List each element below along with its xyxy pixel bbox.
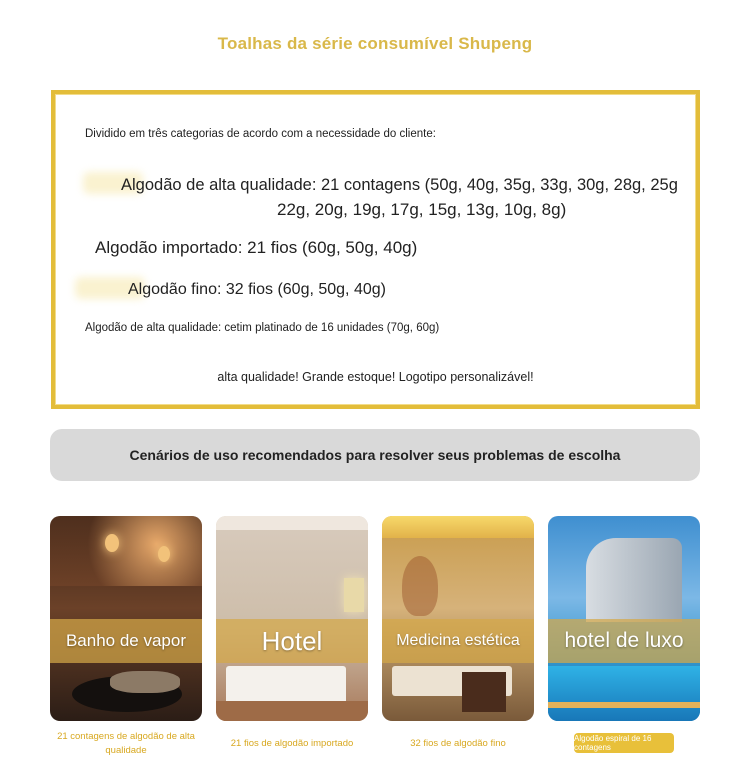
scenario-card-steam-bath[interactable] <box>50 516 202 721</box>
lantern-icon <box>158 546 170 562</box>
ceiling-shape <box>216 516 368 530</box>
cotton-imported-line: Algodão importado: 21 fios (60g, 50g, 40g) <box>95 238 418 257</box>
card-caption: 21 fios de algodão importado <box>230 738 354 749</box>
card-label: Hotel <box>216 619 368 663</box>
lantern-icon <box>105 534 119 552</box>
scene-background <box>50 516 202 586</box>
quality-slogan: alta qualidade! Grande estoque! Logotipo personalizável! <box>217 370 534 384</box>
card-label: hotel de luxo <box>548 619 700 663</box>
towel-shape <box>462 672 506 712</box>
blanket-shape <box>110 671 180 693</box>
info-box <box>51 90 700 409</box>
scenario-card-hotel[interactable] <box>216 516 368 721</box>
lamp-icon <box>344 578 364 612</box>
cotton-satin-line: Algodão de alta qualidade: cetim platinado de 16 unidades (70g, 60g) <box>85 322 440 334</box>
pool-edge-shape <box>548 702 700 708</box>
intro-text: Dividido em três categorias de acordo com a necessidade do cliente: <box>85 128 436 140</box>
building-shape <box>586 538 682 622</box>
scenario-card-aesthetic-medicine[interactable] <box>382 516 534 721</box>
card-caption: 21 contagens de algodão de alta qualidade <box>57 731 195 756</box>
scenario-card-luxury-hotel[interactable] <box>548 516 700 721</box>
cotton-premium-line: Algodão de alta qualidade: 21 contagens (50g, 40g, 35g, 33g, 30g, 28g, 25g <box>121 176 678 194</box>
usage-scenarios-banner <box>50 429 700 481</box>
card-label: Banho de vapor <box>50 619 202 663</box>
card-caption: Algodão espiral de 16 contagens <box>574 733 674 753</box>
flower-decoration-icon <box>402 556 438 616</box>
banner-text: Cenários de uso recomendados para resolver seus problemas de escolha <box>129 447 621 463</box>
pool-shape <box>548 666 700 721</box>
page-title: Toalhas da série consumível Shupeng <box>217 34 533 53</box>
cotton-fine-line: Algodão fino: 32 fios (60g, 50g, 40g) <box>128 281 386 298</box>
card-caption: 32 fios de algodão fino <box>410 738 506 749</box>
floor-shape <box>216 701 368 721</box>
cotton-premium-line-continued: 22g, 20g, 19g, 17g, 15g, 13g, 10g, 8g) <box>277 200 567 219</box>
ceiling-light-shape <box>382 516 534 538</box>
card-label: Medicina estética <box>382 619 534 663</box>
